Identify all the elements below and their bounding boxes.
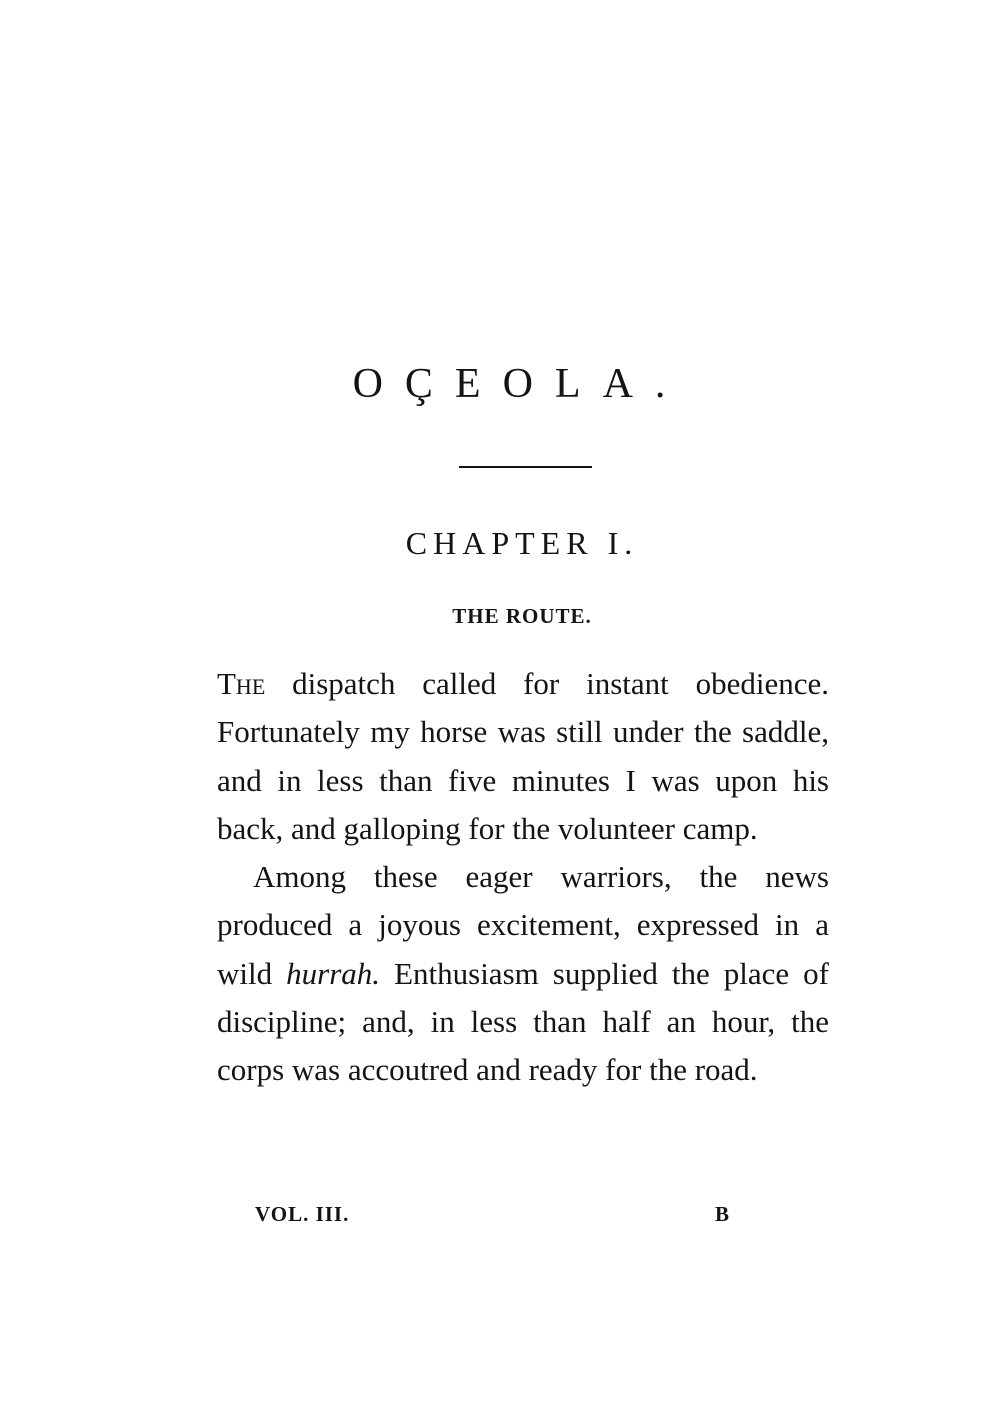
chapter-body xyxy=(217,660,829,1095)
paragraph-2-text-end: Enthusiasm supplied the place of discipline; and, in less than half an hour, the corps was accoutred and ready for the road. xyxy=(217,955,829,1088)
paragraph-1 xyxy=(217,660,829,853)
paragraph-2 xyxy=(217,853,829,1094)
page-footer xyxy=(255,1202,735,1232)
paragraph-2-text-start: Among these eager warriors, the news produced a joyous excitement, expressed in a wild xyxy=(217,859,829,991)
chapter-subtitle: THE ROUTE. xyxy=(452,604,592,628)
paragraph-1-lead-word: The xyxy=(217,666,266,701)
signature-mark: B xyxy=(715,1202,731,1226)
book-title: OÇEOLA. xyxy=(352,361,688,407)
volume-marker: VOL. III. xyxy=(255,1202,350,1226)
paragraph-2-italic: hurrah. xyxy=(286,955,381,991)
title-divider xyxy=(459,466,592,468)
chapter-heading: CHAPTER I. xyxy=(405,525,639,561)
paragraph-1-text: dispatch called for instant obedience. Fortunately my horse was still under the saddle, and in less than five minutes I was upon his back, and galloping for the volunteer camp. xyxy=(217,666,829,846)
